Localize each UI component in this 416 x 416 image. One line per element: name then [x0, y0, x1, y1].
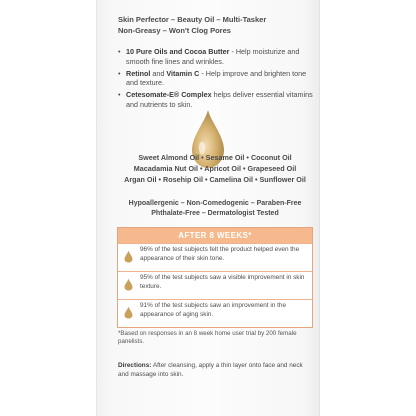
droplet-icon	[124, 278, 133, 291]
result-row	[118, 271, 312, 299]
benefit-item	[118, 69, 314, 89]
benefit-item	[118, 90, 314, 110]
benefits-list	[118, 47, 314, 112]
claims-line-1: Hypoallergenic – Non-Comedogenic – Paraben-Free	[128, 200, 302, 207]
results-box	[117, 227, 313, 328]
tagline-line-1: Skin Perfector – Beauty Oil – Multi-Tasker	[118, 15, 267, 24]
bullet: •	[118, 90, 121, 100]
results-header: AFTER 8 WEEKS*	[118, 228, 312, 243]
bullet: •	[118, 68, 121, 78]
oils-line-1: Sweet Almond Oil • Sesame Oil • Coconut Oil	[138, 153, 292, 162]
bullet: •	[118, 47, 121, 56]
result-row	[118, 243, 312, 271]
result-text: 96% of the test subjects felt the product helped even the appearance of their skin tone.	[140, 246, 300, 262]
benefit-bold: Cetesomate-E® Complex	[126, 90, 212, 100]
result-row	[118, 299, 312, 327]
benefit-bold: 10 Pure Oils and Cocoa Butter	[126, 47, 230, 56]
directions-text: After cleansing, apply a thin layer onto face and neck and massage into skin.	[118, 362, 303, 378]
footnote: *Based on responses in an 8 week home user trial by 200 female panelists.	[118, 330, 297, 346]
oils-line-3: Argan Oil • Rosehip Oil • Camelina Oil • Sunflower Oil	[124, 174, 306, 184]
result-text: 95% of the test subjects saw a visible improvement in skin texture.	[140, 274, 305, 290]
benefit-text: helps deliver essential vitamins and nutrients to skin.	[126, 90, 313, 109]
oils-line-2: Macadamia Nut Oil • Apricot Oil • Grapeseed Oil	[133, 163, 297, 173]
benefit-bold: Vitamin C	[166, 68, 200, 78]
benefit-text: - Help moisturize and smooth fine lines and wrinkles.	[126, 47, 300, 66]
benefit-text: and	[150, 68, 167, 78]
tagline	[118, 15, 314, 36]
tagline-line-2: Non-Greasy – Won't Clog Pores	[118, 25, 231, 35]
claims-line-2: Phthalate-Free – Dermatologist Tested	[151, 209, 279, 217]
droplet-icon	[124, 250, 133, 263]
directions	[118, 362, 314, 380]
oils-list	[115, 153, 315, 185]
benefit-text: - Help improve and brighten tone and texture.	[126, 68, 307, 88]
droplet-icon	[124, 306, 133, 319]
claims	[115, 199, 315, 218]
directions-label: Directions:	[118, 362, 152, 369]
benefit-bold: Retinol	[126, 68, 151, 78]
benefit-item	[118, 47, 314, 67]
result-text: 91% of the test subjects saw an improvement in the appearance of aging skin.	[140, 302, 286, 318]
